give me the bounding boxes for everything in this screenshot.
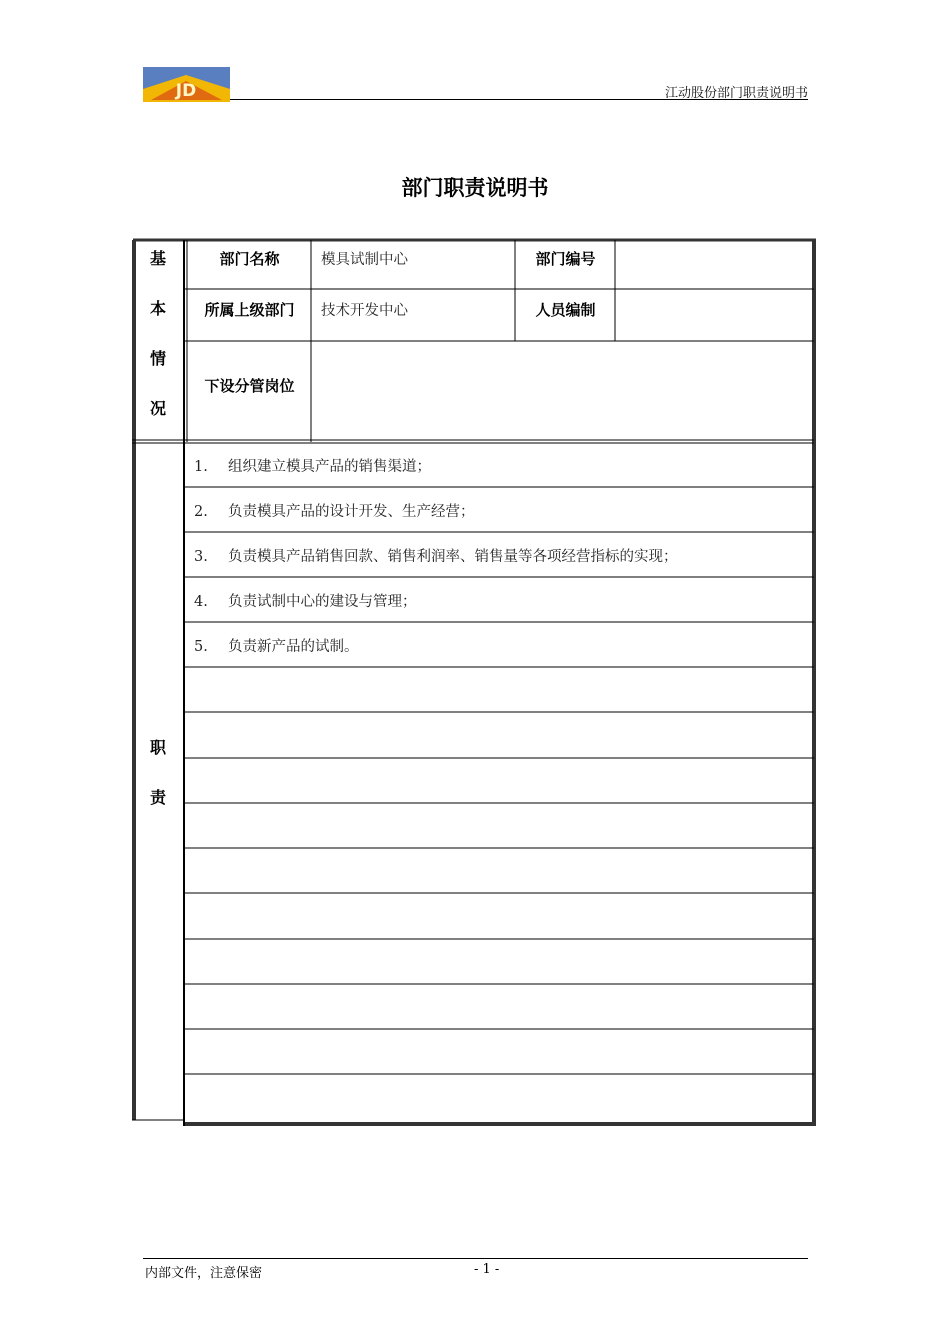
- duty-number: 3.: [194, 549, 208, 565]
- basic-info-section-label: 基 本 情 况: [149, 249, 166, 418]
- table-grid: [132, 238, 816, 1126]
- duty-item: [194, 635, 359, 656]
- company-logo: [143, 67, 230, 102]
- duties-section-label: 职 责: [149, 738, 166, 807]
- duty-text: 组织建立模具产品的销售渠道；: [228, 459, 431, 475]
- duty-number: 1.: [194, 459, 208, 475]
- dept-name-value: 模具试制中心: [321, 252, 408, 268]
- logo-text: JD: [175, 81, 197, 101]
- duty-text: 负责试制中心的建设与管理；: [228, 594, 417, 610]
- duty-item: [194, 545, 678, 566]
- duty-item: [194, 455, 431, 476]
- header-title: 江动股份部门职责说明书: [664, 86, 808, 101]
- positions-label: 下设分管岗位: [204, 377, 295, 395]
- parent-dept-label: 所属上级部门: [204, 301, 295, 319]
- responsibility-table: [132, 238, 816, 1126]
- duty-number: 5.: [194, 639, 208, 655]
- duty-item: [194, 590, 417, 611]
- dept-name-label: 部门名称: [219, 250, 280, 268]
- duty-text: 负责模具产品销售回款、销售利润率、销售量等各项经营指标的实现；: [228, 549, 678, 565]
- document-title: 部门职责说明书: [401, 176, 549, 200]
- parent-dept-value: 技术开发中心: [321, 303, 408, 319]
- duty-item: [194, 500, 475, 521]
- footer-confidential-note: 内部文件，注意保密: [145, 1266, 263, 1281]
- page-number: - 1 -: [474, 1262, 500, 1277]
- duty-number: 2.: [194, 504, 208, 520]
- dept-code-label: 部门编号: [535, 250, 596, 268]
- duty-text: 负责模具产品的设计开发、生产经营；: [228, 504, 475, 520]
- staffing-label: 人员编制: [535, 301, 596, 319]
- duty-number: 4.: [194, 594, 208, 610]
- footer-rule: [143, 1258, 808, 1259]
- duty-text: 负责新产品的试制。: [228, 639, 359, 655]
